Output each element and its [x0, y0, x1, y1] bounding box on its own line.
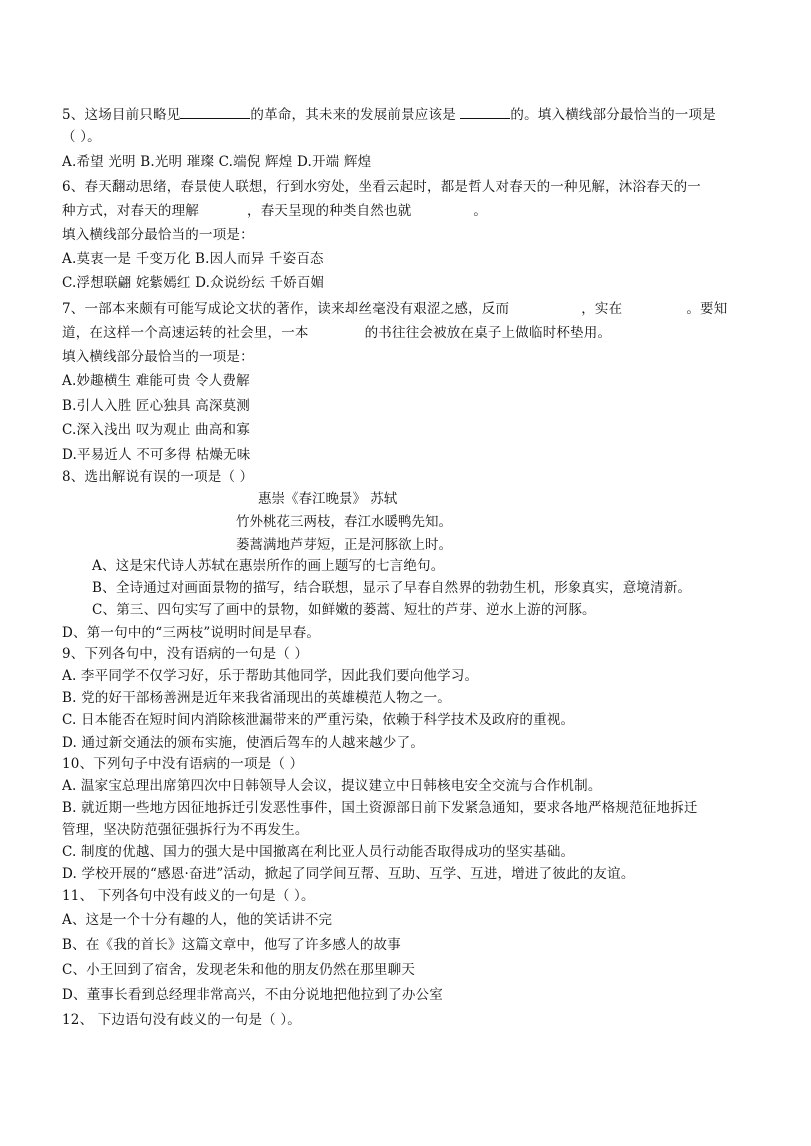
q6-option-c-d: C.浮想联翩 姹紫嫣红 D.众说纷纭 千娇百媚	[62, 275, 325, 291]
q9-stem: 9、下列各句中，没有语病的一句是（ ）	[62, 646, 309, 662]
q10-option-b-line-1: B. 就近期一些地方因征地拆迁引发恶性事件，国土资源部日前下发紧急通知，要求各地严格规范征地拆迁	[62, 800, 698, 816]
q7-text-a: 7、一部本来颇有可能写成论文状的著作，读来却丝毫没有艰涩之感，反而	[62, 301, 510, 317]
q5-paren: （ ）。	[62, 129, 101, 145]
q5-options: A.希望 光明 B.光明 璀璨 C.端倪 辉煌 D.开端 辉煌	[62, 154, 372, 170]
q11-option-b: B、在《我的首长》这篇文章中，他写了许多感人的故事	[62, 937, 401, 953]
q7-text-d: 道，在这样一个高速运转的社会里，一本	[62, 325, 309, 341]
q11-option-d: D、董事长看到总经理非常高兴，不由分说地把他拉到了办公室	[62, 987, 443, 1003]
q10-option-d: D. 学校开展的“感恩·奋进”活动，掀起了同学间互帮、互助、互学、互进，增进了彼此的友谊。	[62, 866, 635, 882]
q9-option-c: C. 日本能否在短时间内消除核泄漏带来的严重污染，依赖于科学技术及政府的重视。	[62, 712, 575, 728]
q8-option-d: D、第一句中的“三两枝”说明时间是早春。	[62, 625, 321, 641]
q11-option-c: C、小王回到了宿舍，发现老朱和他的朋友仍然在那里聊天	[62, 962, 416, 978]
q10-option-b-line-2: 管理，坚决防范强征强拆行为不再发生。	[62, 822, 309, 838]
q7-option-d: D.平易近人 不可多得 枯燥无味	[62, 447, 251, 463]
q7-prompt: 填入横线部分最恰当的一项是：	[62, 349, 254, 365]
q7-option-a: A.妙趣横生 难能可贵 令人费解	[62, 373, 250, 389]
q7-text-c: 。要知	[686, 301, 728, 317]
q6-prompt: 填入横线部分最恰当的一项是：	[62, 227, 254, 243]
q6-text-a: 种方式，对春天的理解	[62, 203, 199, 219]
q7-text-e: 的书往往会被放在桌子上做临时杯垫用。	[364, 325, 612, 341]
q7-line-1	[62, 299, 727, 319]
q5-blank-1	[180, 104, 250, 119]
q7-text-b: ，实在	[581, 301, 623, 317]
q10-option-c: C. 制度的优越、国力的强大是中国撤离在利比亚人员行动能否取得成功的坚实基础。	[62, 844, 575, 860]
q11-stem: 11、 下列各句中没有歧义的一句是（ ）。	[62, 888, 315, 904]
q10-stem: 10、下列句子中没有语病的一项是（ ）	[62, 756, 304, 772]
q7-option-c: C.深入浅出 叹为观止 曲高和寡	[62, 422, 250, 438]
q8-poem-title: 惠崇《春江晚景》 苏轼	[258, 491, 398, 507]
q10-option-a: A. 温家宝总理出席第四次中日韩领导人会议，提议建立中日韩核电安全交流与合作机制。	[62, 778, 602, 794]
q8-option-a: A、这是宋代诗人苏轼在惠崇所作的画上题写的七言绝句。	[92, 558, 445, 574]
q11-option-a: A、这是一个十分有趣的人，他的笑话讲不完	[62, 912, 333, 928]
q8-option-b: B、全诗通过对画面景物的描写，结合联想，显示了早春自然界的勃勃生机，形象真实，意境清新。	[92, 580, 692, 596]
q9-option-b: B. 党的好干部杨善洲是近年来我省涌现出的英雄模范人物之一。	[62, 690, 452, 706]
q5-text-3: 的。填入横线部分最恰当的一项是	[510, 107, 716, 123]
q6-text-b: ，春天呈现的种类自然也就	[247, 203, 412, 219]
q8-poem-line-1: 竹外桃花三两枝，春江水暖鸭先知。	[236, 514, 452, 530]
q7-option-b: B.引人入胜 匠心独具 高深莫测	[62, 398, 250, 414]
q5-text-2: 的革命，其未来的发展前景应该是	[250, 107, 456, 123]
q5-blank-2	[460, 104, 510, 119]
q8-poem-line-2: 蒌蒿满地芦芽短，正是河豚欲上时。	[236, 537, 452, 553]
q5-stem	[62, 104, 716, 125]
q7-line-2	[62, 323, 611, 343]
q8-stem: 8、选出解说有误的一项是（ ）	[62, 469, 254, 485]
q6-line-1: 6、春天翻动思绪，春景使人联想，行到水穷处，坐看云起时，都是哲人对春天的一种见解，沐浴春天的一	[62, 179, 701, 195]
q6-option-a-b: A.莫衷一是 千变万化 B.因人而异 千姿百态	[62, 251, 324, 267]
q6-text-c: 。	[473, 203, 488, 219]
q12-stem: 12、 下边语句没有歧义的一句是（ ）。	[62, 1012, 302, 1028]
q9-option-a: A. 李平同学不仅学习好，乐于帮助其他同学，因此我们要向他学习。	[62, 668, 479, 684]
q8-option-c: C、第三、四句实写了画中的景物，如鲜嫩的蒌蒿、短壮的芦芽、逆水上游的河豚。	[92, 602, 596, 618]
q5-text-1: 5、这场目前只略见	[62, 107, 181, 123]
q6-line-2	[62, 201, 487, 221]
q9-option-d: D. 通过新交通法的颁布实施，使酒后驾车的人越来越少了。	[62, 735, 425, 751]
